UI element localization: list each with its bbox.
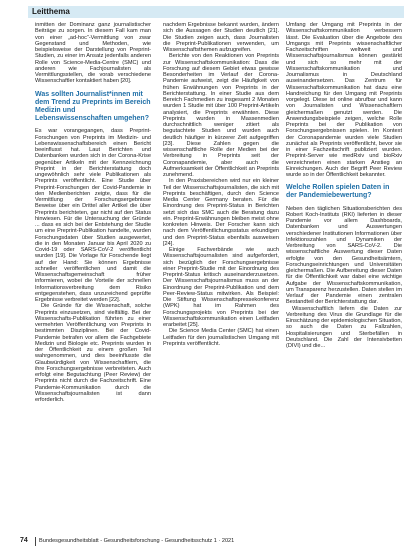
page-footer [0, 536, 413, 548]
journal-citation: Bundesgesundheitsblatt - Gesundheitsforschung - Gesundheitsschutz 1 · 2021 [39, 538, 235, 544]
page-number: 74 [20, 537, 28, 544]
paragraph: Es war vorangegangen, dass Preprint-Forschungen von Preprints im Medizin- und Lebenswissenschaftsbereich einen Bericht beeinflusst hat. Laut Berichten und Datenbanken wurden sich in der Corona-Krise gegenüber Artikeln mit der Kennzeichnung Preprint in der Berichterstattung doch ungewöhnlich sehr viele Publikationen als Preprints veröffentlicht. Eine Studie über Preprint-Forschungen der Covid-Pandemie in den Medienberichten zeigte, dass für die Vermittlung der Forschungsergebnisse Beweise über ein Drittel aller Artikel die über Preprints berichteten, gar nicht auf den Status hinwiesen. Für die Untersuchung der Gründe ... dass es sich bei der Entstehung der Studie um eine Preprint-Publikation handelte, wurden Forschungsdaten über Studien ausgewertet, die in den Monaten Januar bis April 2020 zu Covid-19 oder SARS-CoV-2 veröffentlicht wurden [19]. Die Vorlage für Forschende liegt auf der Hand: Sie können Ergebnisse schneller veröffentlichen und damit die Wissenschaftsgemeinschaft früher informieren, wobei die Vorteile der schnellen Informationsverbreitung dem Risiko entgegenstehen, dass unzureichend geprüfte Ergebnisse verbreitet werden [22]. [35, 128, 151, 304]
paragraph: Die Gründe für die Wissenschaft, solche Preprints einzusetzen, sind vielfältig. Bei der Wissenschafts-Publikation führten zu einer vermehrten Veröffentlichung von Preprints in bestimmten Disziplinen. Bei der Covid-Pandemie betrafen vor allem die Fachgebiete Medizin und Biologie etc. Preprints wurden in der Öffentlichkeit zu einem großen Teil wahrgenommen, und dies beeinflusste die Glaubwürdigkeit von Wissenschaftlern, die ihre Forschungsergebnisse verbreiteten. Auch erfolgt eine Begutachtung (Peer Review) der Preprints nicht durch die Fachzeitschrift. Eine Pandemie-Kommunikation durch die Wissenschaftsjournalisten ist dann erforderlich. [35, 303, 151, 404]
section-header-bar [28, 6, 404, 18]
paragraph: inmitten der Dominanz ganz journalistischer Beiträge zu sorgen. In diesem Fall kam man von einer „ad-hoc“-Vermittlung von zwar Gegenstand und Methoden, wie beispielsweise der Darstellung von Preprint-Studien, zu einer im Ansatz jedenfalls anderen Rolle von Science-Media-Centre (SMC) und anderen wie Fachjournalisten als Vermittlungsstellen, die vorab verschiedene Wissenschaftler kontaktiert haben [20]. [35, 22, 151, 85]
paragraph: Einige Fachverbände wie auch Wissenschaftsjournalisten sind aufgefordert, sich bezüglich der Forschungsergebnisse einer Preprint-Studie mit der Einordnung des Preprint-Status kritisch auseinanderzusetzen. Der Wissenschaftsjournalismus muss an der Einordnung der Preprint-Publikation und dem Peer-Review-Status mitwirken. Als Beispiel: Die Stiftung Wissenschaftspressekonferenz (WPK) hat im Rahmen des Forschungsprojekts von Preprints bei der Wissenschaftskommunikation einen Leitfaden erarbeitet [25]. [163, 247, 279, 328]
section-heading: Welche Rollen spielen Daten in der Pandemiebewertung? [286, 184, 390, 200]
paragraph: Berichte von den Reaktionen von Preprints zur Wissenschaftskommunikation: Dass die Forschung auf diesem Gebiet etwas gewisse Besonderheiten im Verlauf der Corona-Pandemie aufweist, zeigt die Häufigkeit von frühen Erwähnungen von Preprints in der Berichterstattung. In einer Studie aus dem Bereich Fachmedien zu insgesamt 2 Monaten wurden 1 Studie mit über 100 Preprint-Artikeln analysiert, die Preprints erwähnten. Diese Preprints wurden in Massenmedien durchschnittlich weniger zitiert als begutachtete Studien und wurden auch deutlich häufiger in kürzerer Zeit aufgegriffen [23]. Diese Zahlen gegen die wissenschaftliche Rolle der Medien bei der Verbreitung in Preprints seit der Coronapandemie, aber auch die Aufmerksamkeit der Öffentlichkeit an Preprints zunehmend. [163, 53, 279, 178]
paragraph: Umfang der Umgang mit Preprints in der Wissenschaftskommunikation verbessern lässt. Die Evaluation über die Angebote des Umgangs mit Preprints wissenschaftlicher Fachzeitschriften weltweit und Wissenschaftsjournalismus können gestärkt und sich so mehr mit der Wissenschaftskommunikation und Journalismus in Deutschland auseinandersetzen. Das Zentrum für Wissenschaftskommunikation hat dazu eine Handreichung für den Umgang mit Preprints vorgelegt. Diese ist online abrufbar und kann von Journalisten und Wissenschaftlern gleichermaßen genutzt werden. Die Anwendungsbeispiele zeigen, welche Rolle Preprints bei der Publikation von Forschungsergebnissen spielen. Im Kontext der Coronapandemie wurden viele Studien zunächst als Preprints veröffentlicht, bevor sie in einer Fachzeitschrift publiziert wurden. Preprint-Server wie medRxiv und bioRxiv verzeichneten einen starken Anstieg an Einreichungen. Auch der Begriff Peer Review wurde so in der Öffentlichkeit bekannter. [286, 22, 402, 178]
section-heading: Was sollten Journalist*innen mit dem Trend zu Preprints im Bereich Medizin und Lebenswissenschaften umgehen? [35, 90, 151, 123]
paragraph: nachdem Ergebnisse bekannt wurden, ändern sich die Aussagen der Studien deutlich [21]. Die Studien zeigen auch, dass Journalisten die Preprint-Publikationen verwenden, um Wissenschaftsthemen aufzugreifen. [163, 22, 279, 53]
section-label: Leitthema [32, 7, 70, 16]
text-column-2 [163, 22, 279, 529]
paragraph: Neben den täglichen Situationsberichten des Robert Koch-Instituts (RKI) lieferten in dieser Pandemie vor allem Dashboards, Datenbanken und Auswertungen verschiedener Institutionen Informationen über Infektionszahlen und Dynamiken der Verbreitung von SARS-CoV-2. Die wissenschaftliche Auswertung dieser Daten erfolgte von den Gesundheitsämtern, Forschungseinrichtungen und Universitäten gleichermaßen. Die Aufbereitung dieser Daten für die Öffentlichkeit war dabei eine wichtige Aufgabe der Wissenschaftskommunikation, um Transparenz herzustellen. Daten stellen im Verlauf der Pandemie einen zentralen Bestandteil der Berichterstattung dar. [286, 205, 402, 306]
text-column-3 [286, 22, 402, 529]
paragraph: Die Science Media Center (SMC) hat einen Leitfaden für den journalistischen Umgang mit Preprints veröffentlicht. [163, 328, 279, 347]
paragraph: Wissenschaftlich liefern die Daten zur Verbreitung des Virus die Grundlage für die Einschätzung der epidemiologischen Situation, so auch die Daten zu Fallzahlen, Hospitalisierungen und Sterbefällen in Deutschland. Die Zahl der Intensivbetten (DIVI) und die... [286, 305, 402, 350]
footer-divider [35, 537, 36, 546]
text-column-1 [35, 22, 151, 529]
paragraph: In den Praxisbereichen wird nur ein kleiner Teil der Wissenschaftsjournalisten, die sich mit Preprints beschäftigen, durch den Science Media Center Germany beraten. Für die Einordnung des Preprint-Status in Berichten setzt sich das SMC auch die Beratung dazu ein. Preprint-Erwähnungen bleiben meist ohne konkreten Hinweis. Der Forscher kann sich nach dem Veröffentlichungsstatus erkundigen und den Preprint-Status ebenfalls ausweisen [24]. [163, 178, 279, 247]
